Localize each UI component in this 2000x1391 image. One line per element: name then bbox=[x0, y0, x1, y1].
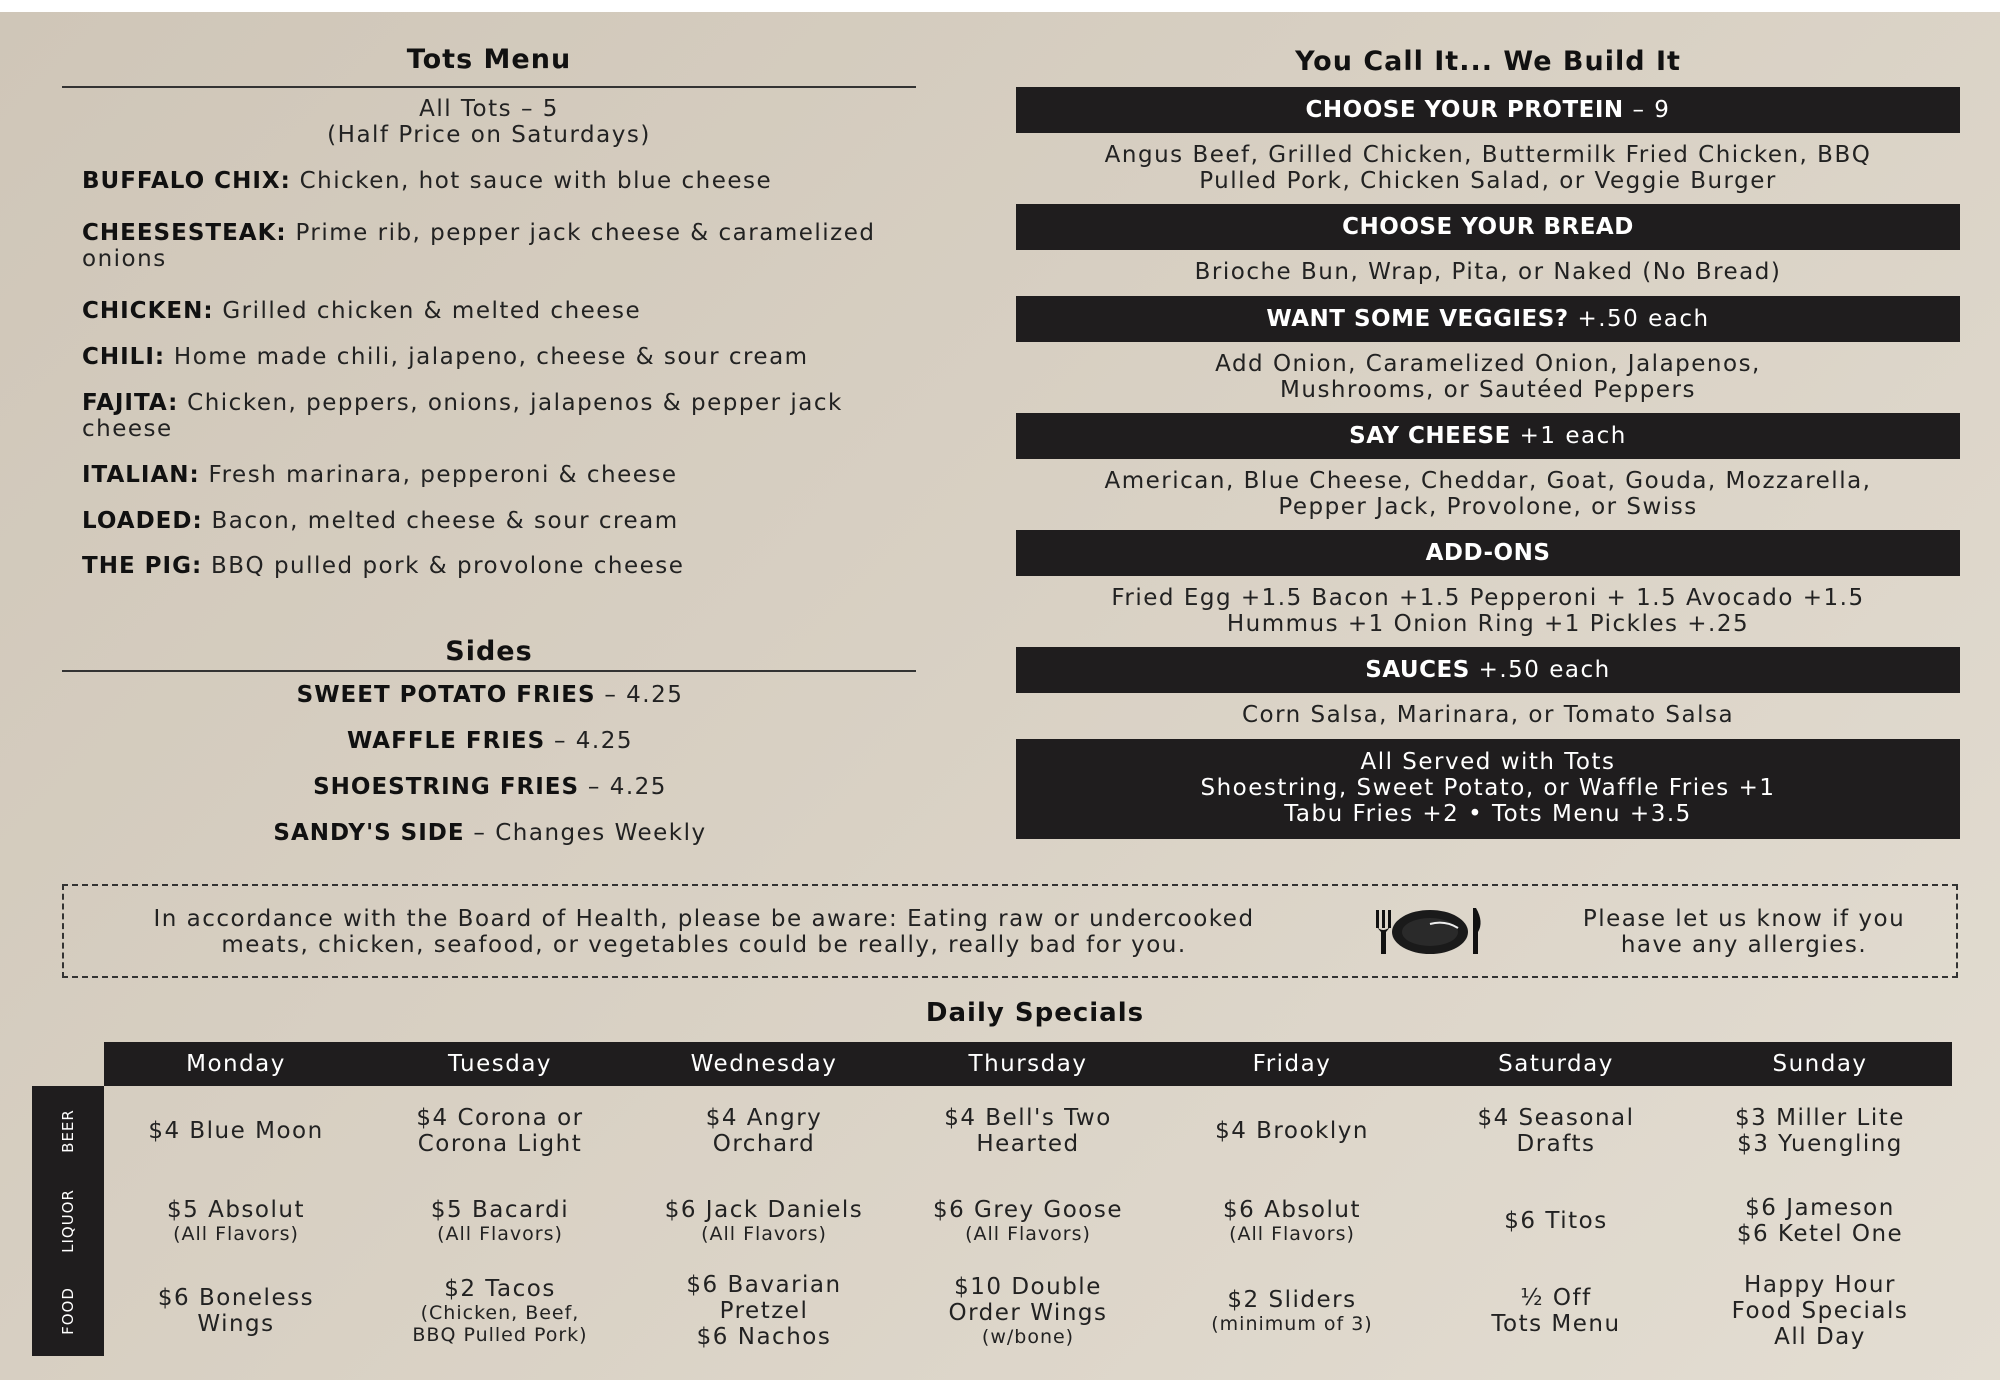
tots-item bbox=[82, 220, 882, 272]
sides-divider bbox=[62, 670, 916, 672]
special-cell bbox=[632, 1266, 896, 1356]
tots-item bbox=[82, 168, 882, 194]
special-text: $3 Yuengling bbox=[1737, 1131, 1903, 1157]
special-text: $5 Absolut bbox=[167, 1197, 305, 1223]
side-item-price: – 4.25 bbox=[595, 682, 684, 708]
special-text: $3 Miller Lite bbox=[1735, 1105, 1905, 1131]
tots-price: All Tots – 5 bbox=[419, 96, 559, 122]
special-cell bbox=[104, 1266, 368, 1356]
special-text: Happy Hour bbox=[1744, 1272, 1896, 1298]
bread-options-line: Brioche Bun, Wrap, Pita, or Naked (No Bread) bbox=[1194, 259, 1782, 285]
tots-menu-title: Tots Menu bbox=[406, 44, 572, 75]
special-text: $4 Blue Moon bbox=[148, 1118, 324, 1144]
tots-item bbox=[82, 553, 882, 579]
sauces-price: +.50 each bbox=[1469, 657, 1611, 683]
tots-item-name: LOADED: bbox=[82, 508, 203, 534]
tots-item-desc: Home made chili, jalapeno, cheese & sour cream bbox=[173, 344, 809, 370]
special-text: $6 Absolut bbox=[1223, 1197, 1361, 1223]
special-text: All Day bbox=[1774, 1324, 1866, 1350]
special-text: Tots Menu bbox=[1491, 1311, 1621, 1337]
side-item-price: – 4.25 bbox=[579, 774, 667, 800]
served-with-line: Shoestring, Sweet Potato, or Waffle Fries +1 bbox=[1200, 775, 1776, 801]
special-cell bbox=[368, 1176, 632, 1266]
addons-options-line: Hummus +1 Onion Ring +1 Pickles +.25 bbox=[1226, 611, 1750, 637]
special-note: (All Flavors) bbox=[701, 1223, 827, 1245]
served-with-line: Tabu Fries +2 • Tots Menu +3.5 bbox=[1284, 801, 1692, 827]
special-text: $2 Tacos bbox=[444, 1276, 556, 1302]
tots-item-name: CHILI: bbox=[82, 344, 166, 370]
special-text: Pretzel bbox=[719, 1298, 809, 1324]
special-cell bbox=[1424, 1266, 1688, 1356]
special-text: Drafts bbox=[1516, 1131, 1596, 1157]
addons-options-line: Fried Egg +1.5 Bacon +1.5 Pepperoni + 1.5 Avocado +1.5 bbox=[1111, 585, 1865, 611]
special-note: (minimum of 3) bbox=[1211, 1313, 1373, 1335]
tots-item-desc: BBQ pulled pork & provolone cheese bbox=[210, 553, 685, 579]
special-cell bbox=[896, 1176, 1160, 1266]
special-note: (Chicken, Beef, bbox=[420, 1302, 580, 1324]
row-label bbox=[32, 1266, 104, 1356]
tots-item-name: CHICKEN: bbox=[82, 298, 214, 324]
addons-label: ADD-ONS bbox=[1425, 540, 1551, 566]
special-cell bbox=[104, 1176, 368, 1266]
veggies-price: +.50 each bbox=[1568, 306, 1710, 332]
menu-page bbox=[0, 12, 2000, 1380]
allergy-note-line: Please let us know if you bbox=[1582, 906, 1906, 932]
special-note: (All Flavors) bbox=[173, 1223, 299, 1245]
day-header: Saturday bbox=[1424, 1042, 1688, 1086]
tots-item-desc: Grilled chicken & melted cheese bbox=[222, 298, 642, 324]
special-cell bbox=[368, 1086, 632, 1176]
served-with-box bbox=[1016, 739, 1960, 839]
special-note: (All Flavors) bbox=[1229, 1223, 1355, 1245]
special-text: Food Specials bbox=[1731, 1298, 1909, 1324]
veggies-options-line: Mushrooms, or Sautéed Peppers bbox=[1280, 377, 1696, 403]
special-text: $6 Grey Goose bbox=[932, 1197, 1124, 1223]
served-with-line: All Served with Tots bbox=[1360, 749, 1616, 775]
days-header-row bbox=[32, 1042, 1952, 1086]
tots-item-name: THE PIG: bbox=[82, 553, 203, 579]
special-text: $6 Jack Daniels bbox=[664, 1197, 864, 1223]
special-text: ½ Off bbox=[1520, 1285, 1592, 1311]
special-text: $4 Angry bbox=[705, 1105, 823, 1131]
special-text: $4 Corona or bbox=[416, 1105, 584, 1131]
special-cell bbox=[1424, 1176, 1688, 1266]
day-header: Tuesday bbox=[368, 1042, 632, 1086]
special-cell bbox=[896, 1086, 1160, 1176]
protein-price: – 9 bbox=[1623, 97, 1671, 123]
special-cell bbox=[896, 1266, 1160, 1356]
special-text: $4 Brooklyn bbox=[1215, 1118, 1369, 1144]
special-note: (w/bone) bbox=[981, 1326, 1075, 1348]
special-text: $2 Sliders bbox=[1227, 1287, 1357, 1313]
build-title: You Call It... We Build It bbox=[1295, 46, 1681, 77]
special-note: (All Flavors) bbox=[965, 1223, 1091, 1245]
special-cell bbox=[1688, 1266, 1952, 1356]
cheese-label: SAY CHEESE bbox=[1349, 423, 1511, 449]
special-cell bbox=[1688, 1086, 1952, 1176]
day-header: Sunday bbox=[1688, 1042, 1952, 1086]
special-text: $5 Bacardi bbox=[430, 1197, 570, 1223]
specials-row bbox=[32, 1176, 1952, 1266]
row-label-text: BEER bbox=[59, 1109, 77, 1153]
daily-specials-table bbox=[32, 1042, 1952, 1356]
row-label-text: FOOD bbox=[59, 1287, 77, 1335]
special-text: $10 Double bbox=[954, 1274, 1102, 1300]
table-corner bbox=[32, 1042, 104, 1086]
tots-item bbox=[82, 390, 882, 442]
tots-item bbox=[82, 344, 922, 370]
special-cell bbox=[1424, 1086, 1688, 1176]
special-text: $6 Titos bbox=[1504, 1208, 1608, 1234]
day-header: Friday bbox=[1160, 1042, 1424, 1086]
special-cell bbox=[1160, 1266, 1424, 1356]
special-text: Hearted bbox=[976, 1131, 1080, 1157]
veggies-options-line: Add Onion, Caramelized Onion, Jalapenos, bbox=[1215, 351, 1761, 377]
protein-label: CHOOSE YOUR PROTEIN bbox=[1305, 97, 1624, 123]
addons-header bbox=[1016, 530, 1960, 576]
tots-item bbox=[82, 462, 882, 488]
special-text: $6 Jameson bbox=[1745, 1195, 1895, 1221]
side-item-name: SANDY'S SIDE bbox=[273, 820, 465, 846]
daily-specials-title: Daily Specials bbox=[925, 998, 1145, 1028]
cheese-options-line: Pepper Jack, Provolone, or Swiss bbox=[1278, 494, 1698, 520]
row-label bbox=[32, 1086, 104, 1176]
health-notice-line: meats, chicken, seafood, or vegetables could be really, really bad for you. bbox=[221, 932, 1187, 958]
special-cell bbox=[632, 1176, 896, 1266]
special-cell bbox=[1688, 1176, 1952, 1266]
specials-row bbox=[32, 1266, 1952, 1356]
health-notice bbox=[62, 884, 1958, 978]
side-item bbox=[60, 820, 920, 846]
special-cell bbox=[632, 1086, 896, 1176]
side-item bbox=[60, 728, 920, 754]
tots-item-desc: Chicken, hot sauce with blue cheese bbox=[299, 168, 773, 194]
cheese-header bbox=[1016, 413, 1960, 459]
special-text: $4 Bell's Two bbox=[944, 1105, 1112, 1131]
special-text: $6 Bavarian bbox=[686, 1272, 842, 1298]
row-label bbox=[32, 1176, 104, 1266]
tots-item-desc: Bacon, melted cheese & sour cream bbox=[211, 508, 679, 534]
side-item bbox=[60, 682, 920, 708]
tots-price-note: (Half Price on Saturdays) bbox=[327, 122, 651, 148]
special-cell bbox=[368, 1266, 632, 1356]
sauces-label: SAUCES bbox=[1365, 657, 1470, 683]
tots-item-desc: Chicken, peppers, onions, jalapenos & pepper jack cheese bbox=[82, 390, 843, 442]
special-cell bbox=[1160, 1176, 1424, 1266]
tots-item-desc: Fresh marinara, pepperoni & cheese bbox=[208, 462, 678, 488]
sauces-header bbox=[1016, 647, 1960, 693]
specials-row bbox=[32, 1086, 1952, 1176]
side-item-name: SWEET POTATO FRIES bbox=[296, 682, 596, 708]
protein-options-line: Angus Beef, Grilled Chicken, Buttermilk Fried Chicken, BBQ bbox=[1104, 142, 1872, 168]
veggies-header bbox=[1016, 296, 1960, 342]
health-notice-line: In accordance with the Board of Health, please be aware: Eating raw or undercooked bbox=[153, 906, 1255, 932]
cheese-options-line: American, Blue Cheese, Cheddar, Goat, Gouda, Mozzarella, bbox=[1104, 468, 1872, 494]
row-label-text: LIQUOR bbox=[59, 1189, 77, 1253]
special-note: (All Flavors) bbox=[437, 1223, 563, 1245]
allergy-note-line: have any allergies. bbox=[1620, 932, 1868, 958]
day-header: Thursday bbox=[896, 1042, 1160, 1086]
tots-item-name: ITALIAN: bbox=[82, 462, 200, 488]
special-text: $4 Seasonal bbox=[1477, 1105, 1635, 1131]
bread-header bbox=[1016, 204, 1960, 250]
day-header: Wednesday bbox=[632, 1042, 896, 1086]
special-text: Orchard bbox=[712, 1131, 816, 1157]
cheese-price: +1 each bbox=[1510, 423, 1627, 449]
sides-title: Sides bbox=[445, 636, 533, 667]
tots-item bbox=[82, 298, 882, 324]
tots-menu-divider bbox=[62, 86, 916, 88]
tots-item-desc: Prime rib, pepper jack cheese & caramelized onions bbox=[82, 220, 876, 272]
special-text: $6 Boneless bbox=[157, 1285, 315, 1311]
side-item-price: – Changes Weekly bbox=[464, 820, 707, 846]
special-text: Wings bbox=[197, 1311, 275, 1337]
protein-header bbox=[1016, 87, 1960, 133]
tots-item-name: CHEESESTEAK: bbox=[82, 220, 287, 246]
veggies-label: WANT SOME VEGGIES? bbox=[1266, 306, 1569, 332]
special-note: BBQ Pulled Pork) bbox=[412, 1324, 588, 1346]
bread-label: CHOOSE YOUR BREAD bbox=[1342, 214, 1634, 240]
tots-item-name: BUFFALO CHIX: bbox=[82, 168, 291, 194]
tots-item-name: FAJITA: bbox=[82, 390, 179, 416]
day-header: Monday bbox=[104, 1042, 368, 1086]
special-cell bbox=[104, 1086, 368, 1176]
side-item bbox=[60, 774, 920, 800]
special-cell bbox=[1160, 1086, 1424, 1176]
side-item-name: SHOESTRING FRIES bbox=[313, 774, 580, 800]
protein-options-line: Pulled Pork, Chicken Salad, or Veggie Burger bbox=[1199, 168, 1777, 194]
special-text: Order Wings bbox=[948, 1300, 1108, 1326]
side-item-name: WAFFLE FRIES bbox=[346, 728, 546, 754]
special-text: Corona Light bbox=[417, 1131, 583, 1157]
special-text: $6 Ketel One bbox=[1736, 1221, 1904, 1247]
sauces-options-line: Corn Salsa, Marinara, or Tomato Salsa bbox=[1241, 702, 1735, 728]
side-item-price: – 4.25 bbox=[545, 728, 634, 754]
plate-utensils-icon bbox=[1370, 902, 1490, 958]
tots-item bbox=[82, 508, 882, 534]
special-text: $6 Nachos bbox=[696, 1324, 832, 1350]
